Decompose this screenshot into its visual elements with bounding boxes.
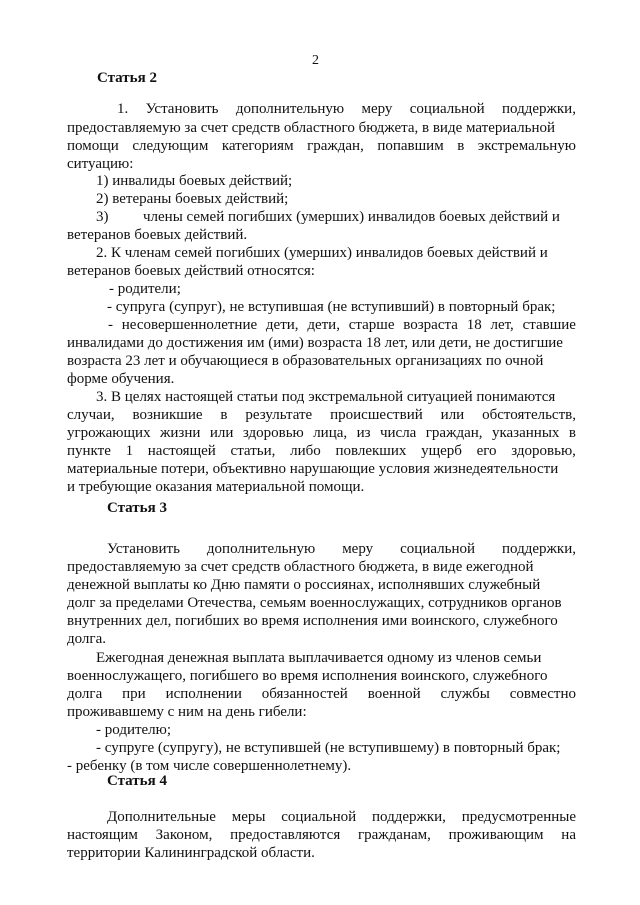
word: повлекших <box>335 443 407 459</box>
article-2-p3-line2 <box>67 406 576 424</box>
article-2-p1-line2: предоставляемую за счет средств областного бюджета, в виде материальной <box>67 120 556 136</box>
article-2-dash-3-line4: форме обучения. <box>67 371 175 387</box>
article-2-dash-3-line3: возраста 23 лет и обучающиеся в образовательных организациях по очной <box>67 353 544 369</box>
word: категориям <box>221 138 294 154</box>
word: настоящим <box>67 827 138 843</box>
word: на <box>561 827 576 843</box>
word: старше <box>348 317 395 333</box>
word: лица, <box>313 425 348 441</box>
article-2-p3-line3 <box>67 424 576 442</box>
article-2-p3-line6: и требующие оказания материальной помощи. <box>67 479 365 495</box>
word: в <box>457 138 465 154</box>
word: возраста <box>403 317 458 333</box>
word: возникшие <box>132 407 203 423</box>
word: при <box>122 686 146 702</box>
word: здоровью, <box>511 443 576 459</box>
word: дети, <box>265 317 299 333</box>
word: долга <box>67 686 103 702</box>
word: несовершеннолетние <box>121 317 258 333</box>
word: случаи, <box>67 407 115 423</box>
word: проживающим <box>448 827 544 843</box>
word: числа <box>379 425 417 441</box>
word: поддержки, <box>502 101 576 117</box>
word: пункте <box>67 443 111 459</box>
word: здоровью <box>242 425 304 441</box>
article-4-p1-line1 <box>107 808 576 826</box>
word: поддержки, <box>371 809 446 825</box>
article-3-p2-line1: Ежегодная денежная выплата выплачивается одному из членов семьи <box>96 650 542 666</box>
article-2-title: Статья 2 <box>97 70 157 86</box>
word: меру <box>342 541 374 557</box>
article-2-dash-1: - родители; <box>109 281 181 297</box>
word: совместно <box>509 686 576 702</box>
article-3-p1-line5: внутренних дел, погибших во время исполнения ими воинского, служебного <box>67 613 558 629</box>
article-2-p2-line1: 2. К членам семей погибших (умерших) инвалидов боевых действий и <box>96 245 548 261</box>
article-3-dash-3: - ребенку (в том числе совершеннолетнему). <box>67 758 352 774</box>
word: обязанностей <box>261 686 348 702</box>
article-3-p1-line2: предоставляемую за счет средств областного бюджета, в виде ежегодной <box>67 559 534 575</box>
article-3-p1-line1 <box>107 540 576 558</box>
article-2-item-3-line2: ветеранов боевых действий. <box>67 227 248 243</box>
word: - <box>108 317 113 333</box>
word: социальной <box>409 101 485 117</box>
word: дополнительную <box>206 541 316 557</box>
word: Законом, <box>155 827 213 843</box>
article-4-p1-line3: территории Калининградской области. <box>67 845 315 861</box>
word: или <box>209 425 234 441</box>
word: Дополнительные <box>107 809 216 825</box>
article-2-p2-line2: ветеранов боевых действий относятся: <box>67 263 315 279</box>
article-2-p3-line1: 3. В целях настоящей статьи под экстремальной ситуацией понимаются <box>96 389 556 405</box>
word: граждан, <box>425 425 483 441</box>
word: дети, <box>307 317 340 333</box>
article-2-item-3-text: члены семей погибших (умерших) инвалидов боевых действий и <box>143 209 560 225</box>
word: лет, <box>490 317 514 333</box>
word: из <box>356 425 371 441</box>
word: результате <box>245 407 313 423</box>
word: экстремальную <box>477 138 576 154</box>
article-2-p1-line4: ситуацию: <box>67 156 134 172</box>
word: социальной <box>400 541 476 557</box>
article-3-p1-line3: денежной выплаты ко Дню памяти о россиянах, исполнявших служебный <box>67 577 541 593</box>
word: исполнении <box>165 686 242 702</box>
article-2-dash-3-line1 <box>108 316 576 334</box>
word: попавшим <box>377 138 444 154</box>
word: поддержки, <box>502 541 576 557</box>
word: дополнительную <box>235 101 345 117</box>
article-4-p1-line2 <box>67 826 576 844</box>
word: статьи, <box>230 443 276 459</box>
article-2-item-1: 1) инвалиды боевых действий; <box>96 173 293 189</box>
word: или <box>440 407 465 423</box>
word: 18 <box>466 317 482 333</box>
word: гражданам, <box>358 827 431 843</box>
article-3-p1-line4: долг за пределами Отечества, семьям военнослужащих, сотрудников органов <box>67 595 562 611</box>
word: угрожающих <box>67 425 151 441</box>
word: граждан, <box>307 138 364 154</box>
article-2-p1-line1 <box>117 100 576 118</box>
article-3-p2-line4: проживавшему с ним на день гибели: <box>67 704 307 720</box>
word: предусмотренные <box>461 809 576 825</box>
word: обстоятельств, <box>482 407 576 423</box>
word: предоставляются <box>230 827 341 843</box>
word: происшествий <box>330 407 423 423</box>
article-3-dash-2: - супруге (супругу), не вступившей (не вступившему) в повторный брак; <box>96 740 561 756</box>
word: в <box>220 407 228 423</box>
article-3-p1-line6: долга. <box>67 631 106 647</box>
article-2-p3-line4 <box>67 442 576 460</box>
article-3-dash-1: - родителю; <box>96 722 172 738</box>
article-3-p2-line3 <box>67 685 576 703</box>
word: меры <box>231 809 266 825</box>
article-2-item-2: 2) ветераны боевых действий; <box>96 191 289 207</box>
word: меру <box>361 101 393 117</box>
word: настоящей <box>147 443 216 459</box>
article-4-title: Статья 4 <box>107 773 167 789</box>
article-2-p1-line3 <box>67 137 576 155</box>
word: его <box>476 443 497 459</box>
article-2-dash-3-line2: инвалидами до достижения им (ими) возраста 18 лет, или дети, не достигшие <box>67 335 563 351</box>
article-2-dash-2: - супруга (супруг), не вступившая (не вступивший) в повторный брак; <box>107 299 556 315</box>
article-3-title: Статья 3 <box>107 500 167 516</box>
page-number: 2 <box>312 53 319 68</box>
article-3-p2-line2: военнослужащего, погибшего во время исполнения воинского, служебного <box>67 668 548 684</box>
word: ущерб <box>421 443 462 459</box>
word: Установить <box>107 541 180 557</box>
word: военной <box>367 686 421 702</box>
word: следующим <box>132 138 209 154</box>
word: либо <box>290 443 321 459</box>
word: жизни <box>160 425 201 441</box>
word: указанных <box>491 425 560 441</box>
article-2-p3-line5: материальные потери, объективно нарушающие условия жизнедеятельности <box>67 461 559 477</box>
word: Установить <box>145 101 219 117</box>
word: социальной <box>281 809 357 825</box>
word: помощи <box>67 138 119 154</box>
article-2-item-3-number: 3) <box>96 209 109 225</box>
word: ставшие <box>522 317 576 333</box>
word: в <box>568 425 576 441</box>
word: службы <box>440 686 490 702</box>
word: 1. <box>117 101 129 117</box>
word: 1 <box>125 443 134 459</box>
